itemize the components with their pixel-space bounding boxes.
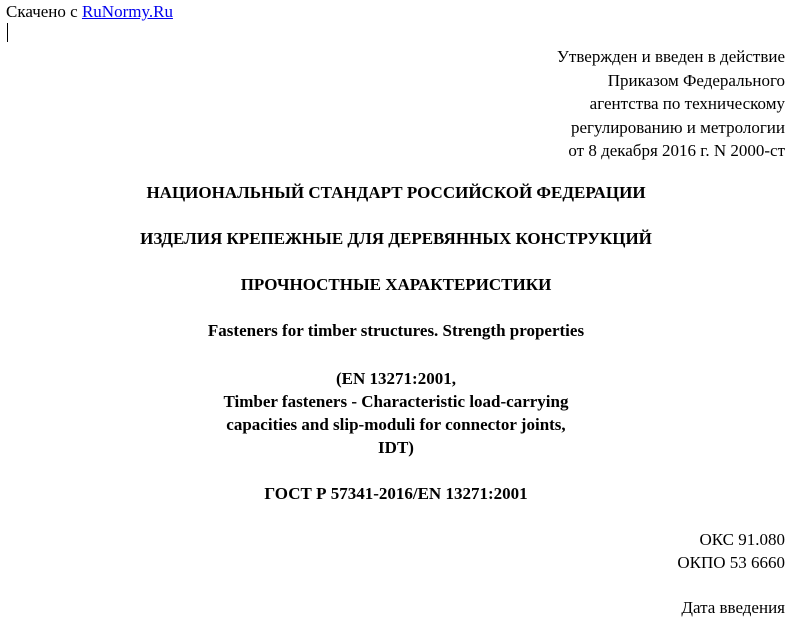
product-title: ИЗДЕЛИЯ КРЕПЕЖНЫЕ ДЛЯ ДЕРЕВЯННЫХ КОНСТРУКЦИЙ bbox=[140, 229, 652, 248]
approval-line: регулированию и метрологии bbox=[570, 117, 785, 137]
approval-line: от 8 декабря 2016 г. N 2000-ст bbox=[568, 141, 785, 160]
intro-date-label: Дата введения bbox=[681, 598, 785, 617]
en-reference-line: capacities and slip-moduli for connector joints, bbox=[226, 415, 566, 434]
downloaded-from-line bbox=[6, 2, 173, 22]
approval-line: Приказом Федерального bbox=[607, 70, 785, 90]
text-cursor bbox=[7, 23, 8, 42]
runormy-link[interactable]: RuNormy.Ru bbox=[81, 2, 173, 21]
standard-title: НАЦИОНАЛЬНЫЙ СТАНДАРТ РОССИЙСКОЙ ФЕДЕРАЦИИ bbox=[146, 183, 646, 202]
approval-block bbox=[385, 45, 785, 163]
approval-line: Утвержден и введен в действие bbox=[556, 47, 785, 66]
classification-codes bbox=[485, 528, 785, 574]
downloaded-prefix: Скачено с bbox=[6, 2, 82, 21]
english-title: Fasteners for timber structures. Strength properties bbox=[207, 321, 585, 340]
en-reference-line: Timber fasteners - Characteristic load-carrying bbox=[223, 392, 569, 411]
en-reference-line: IDT) bbox=[378, 438, 414, 457]
oks-code: ОКС 91.080 bbox=[699, 530, 785, 549]
en-reference-block bbox=[0, 367, 792, 459]
en-reference-line: (EN 13271:2001, bbox=[336, 369, 456, 388]
subject-title: ПРОЧНОСТНЫЕ ХАРАКТЕРИСТИКИ bbox=[240, 275, 552, 294]
gost-designation: ГОСТ Р 57341-2016/EN 13271:2001 bbox=[264, 484, 528, 503]
approval-line: агентства по техническому bbox=[589, 94, 785, 113]
okpo-code: ОКПО 53 6660 bbox=[677, 553, 785, 572]
